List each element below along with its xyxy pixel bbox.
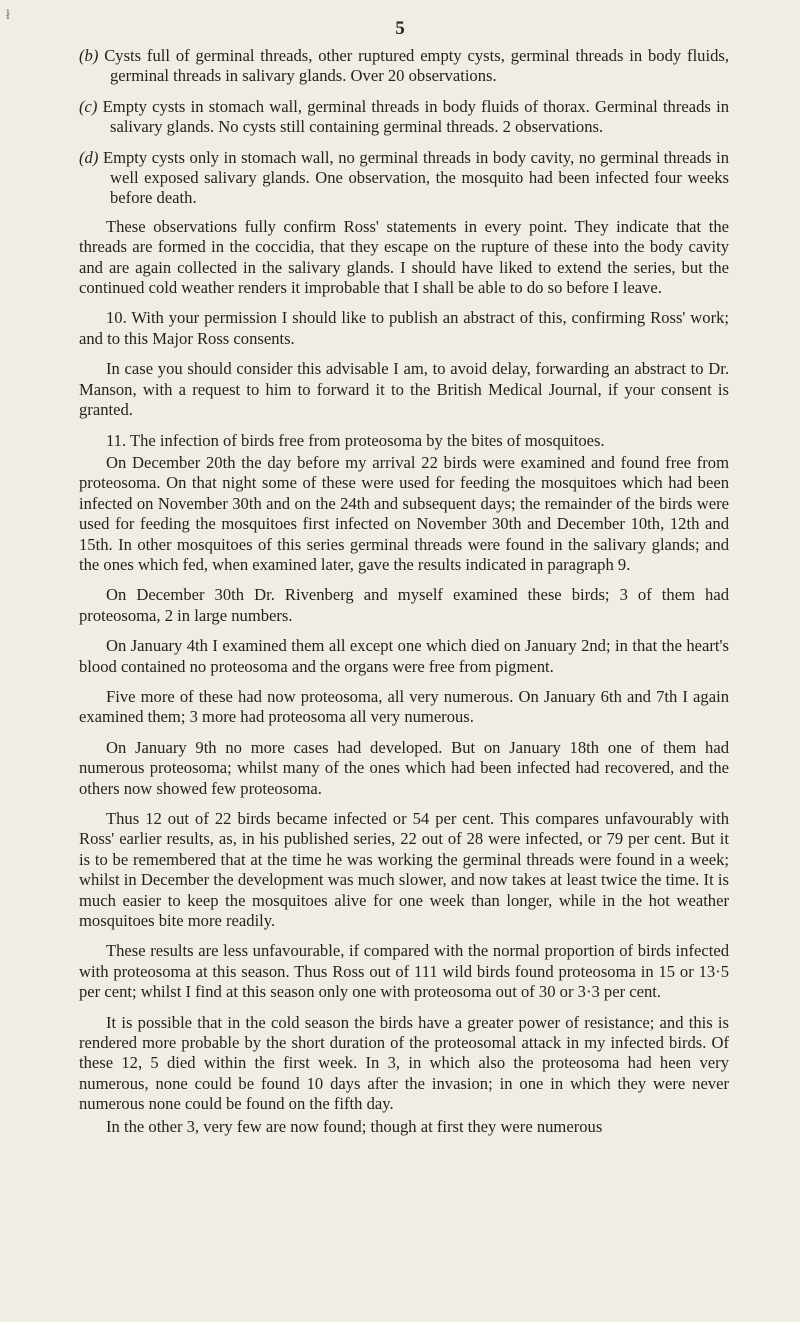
list-text: Empty cysts only in stomach wall, no germinal threads in body cavity, no germinal threads in well exposed salivary glands. One observation, the mosquito had been infected four weeks before death. xyxy=(102,147,729,208)
list-label: (d) xyxy=(79,147,99,167)
paragraph: In case you should consider this advisable I am, to avoid delay, forwarding an abstract to Dr. Manson, with a request to him to forward it to the British Medical Journal, if your consent is granted. xyxy=(79,359,729,420)
paragraph: On December 30th Dr. Rivenberg and myself examined these birds; 3 of them had proteosoma, 2 in large numbers. xyxy=(79,585,729,625)
page-body xyxy=(79,46,729,1147)
list-text: Cysts full of germinal threads, other ruptured empty cysts, germinal threads in body fluids, germinal threads in salivary glands. Over 20 observations. xyxy=(104,46,729,86)
list-item-d xyxy=(79,148,729,209)
margin-mark: ł xyxy=(6,8,10,23)
paragraph: These results are less unfavourable, if compared with the normal proportion of birds infected with proteosoma at this season. Thus Ross out of 111 wild birds found proteosoma in 15 or 13·5 per cent; whilst I find at this season only one with proteosoma out of 30 or 3·3 per cent. xyxy=(79,941,729,1002)
list-label: (c) xyxy=(79,96,98,116)
paragraph: Five more of these had now proteosoma, all very numerous. On January 6th and 7th I again examined them; 3 more had proteosoma all very numerous. xyxy=(79,686,729,727)
page-number: 5 xyxy=(395,18,405,39)
list-text: Empty cysts in stomach wall, germinal threads in body fluids of thorax. Germinal threads in salivary glands. No cysts still containing germinal threads. 2 observations. xyxy=(102,96,730,137)
paragraph: Thus 12 out of 22 birds became infected or 54 per cent. This compares unfavourably with Ross' earlier results, as, in his published series, 22 out of 28 were infected, or 79 per cent. But it is to be remembered that at the time he was working the germinal threads were found in a week; whilst in December the development was much slower, and now takes at least twice the time. It is much easier to keep the mosquitoes alive for one week than longer, while in the hot weather mosquitoes bite more readily. xyxy=(79,809,729,931)
paragraph: It is possible that in the cold season the birds have a greater power of resistance; and this is rendered more probable by the short duration of the proteosomal attack in my infected birds. Of these 12, 5 died within the first week. In 3, in which also the proteosoma had heen very numerous, none could be found 10 days after the invasion; in one in which they were never numerous none could be found on the fifth day. xyxy=(79,1012,729,1114)
paragraph: These observations fully confirm Ross' statements in every point. They indicate that the threads are formed in the coccidia, that they escape on the rupture of these into the body cavity and are again collected in the salivary glands. I should have liked to extend the series, but the continued cold weather renders it improbable that I shall be able to do so before I leave. xyxy=(79,216,729,298)
paragraph: On January 9th no more cases had developed. But on January 18th one of them had numerous proteosoma; whilst many of the ones which had been infected had recovered, and the others now showed few proteosoma. xyxy=(79,737,729,798)
list-item-b xyxy=(79,46,729,87)
list-item-c xyxy=(79,97,729,138)
paragraph-continued: In the other 3, very few are now found; though at first they were numerous xyxy=(106,1116,603,1136)
paragraph-section-10: 10. With your permission I should like to publish an abstract of this, confirming Ross' work; and to this Major Ross consents. xyxy=(79,308,729,348)
paragraph: On December 20th the day before my arrival 22 birds were examined and found free from proteosoma. On that night some of these were used for feeding the mosquitoes which had been infected on November 30th and on the 24th and subsequent days; the remainder of the birds were used for feeding the mosquitoes first infected on November 30th and December 10th, 12th and 15th. In other mosquitoes of this series germinal threads were found in the salivary glands; and the ones which fed, when examined later, gave the results indicated in paragraph 9. xyxy=(79,452,729,574)
paragraph-section-11: 11. The infection of birds free from proteosoma by the bites of mosquitoes. xyxy=(106,430,605,450)
list-label: (b) xyxy=(79,46,99,65)
paragraph: On January 4th I examined them all except one which died on January 2nd; in that the heart's blood contained no proteosoma and the organs were free from pigment. xyxy=(79,636,729,676)
